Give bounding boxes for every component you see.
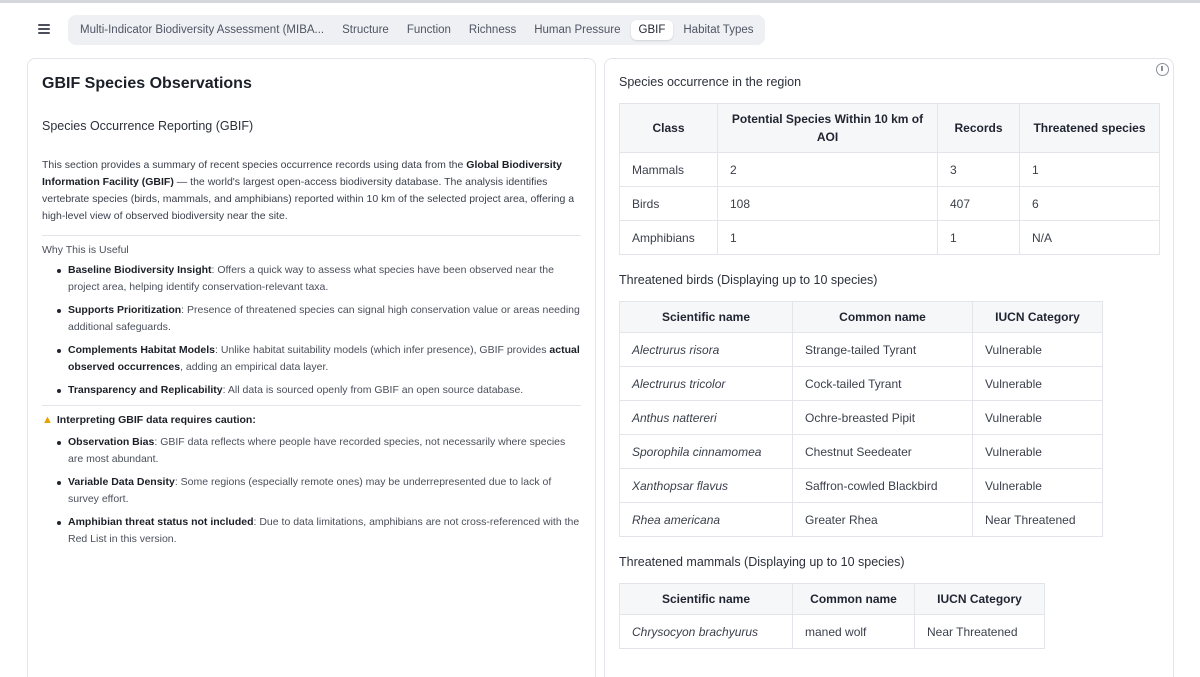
table-cell: Strange-tailed Tyrant xyxy=(793,333,973,367)
table-cell: Sporophila cinnamomea xyxy=(620,435,793,469)
table-cell: Xanthopsar flavus xyxy=(620,469,793,503)
top-border xyxy=(0,0,1200,3)
table-cell: Mammals xyxy=(620,153,718,187)
table-cell: 2 xyxy=(718,153,938,187)
table-cell: Near Threatened xyxy=(915,615,1045,649)
info-icon[interactable] xyxy=(1156,63,1169,76)
why-useful-label: Why This is Useful xyxy=(42,244,129,256)
warning-icon: ▲ xyxy=(42,414,53,426)
table-row xyxy=(620,469,1103,503)
intro-paragraph: This section provides a summary of recent species occurrence records using data from the Global Biodiversity Information Facility (GBIF) — the world's largest open-access biodiversity database. The analysis identifies vertebrate species (birds, mammals, and amphibians) reported within 10 km of the selected project area, offering a high-level view of observed biodiversity near the site. xyxy=(42,159,575,222)
table-cell: Vulnerable xyxy=(973,469,1103,503)
table-cell: maned wolf xyxy=(793,615,915,649)
useful-list xyxy=(42,262,581,399)
table-row xyxy=(620,153,1160,187)
table-cell: Anthus nattereri xyxy=(620,401,793,435)
table-cell: Near Threatened xyxy=(973,503,1103,537)
occurrence-heading: Species occurrence in the region xyxy=(619,75,802,89)
mammals-heading: Threatened mammals (Displaying up to 10 species) xyxy=(619,555,905,569)
column-header: Scientific name xyxy=(620,584,793,615)
table-cell: N/A xyxy=(1020,221,1160,255)
gbif-results-panel xyxy=(604,58,1174,677)
tab-function[interactable]: Function xyxy=(406,24,451,36)
table-cell: 1 xyxy=(1020,153,1160,187)
table-cell: Saffron-cowled Blackbird xyxy=(793,469,973,503)
table-cell: Alectrurus tricolor xyxy=(620,367,793,401)
table-cell: Vulnerable xyxy=(973,367,1103,401)
tab-human-pressure[interactable]: Human Pressure xyxy=(534,24,621,36)
list-item: Observation Bias: GBIF data reflects where people have recorded species, not necessarily where species are most abundant. xyxy=(54,434,581,468)
table-row xyxy=(620,333,1103,367)
tab-structure[interactable]: Structure xyxy=(342,24,389,36)
page-title: GBIF Species Observations xyxy=(42,75,252,92)
column-header: Common name xyxy=(793,584,915,615)
caution-list xyxy=(42,434,581,548)
table-row xyxy=(620,401,1103,435)
table-cell: 407 xyxy=(938,187,1020,221)
threatened-birds-table xyxy=(619,301,1103,537)
divider xyxy=(42,235,581,236)
gbif-info-panel xyxy=(27,58,596,677)
column-header: Scientific name xyxy=(620,302,793,333)
column-header: IUCN Category xyxy=(915,584,1045,615)
table-cell: 1 xyxy=(718,221,938,255)
table-cell: 6 xyxy=(1020,187,1160,221)
birds-heading: Threatened birds (Displaying up to 10 species) xyxy=(619,273,878,287)
divider xyxy=(42,405,581,406)
table-row xyxy=(620,435,1103,469)
table-cell: Greater Rhea xyxy=(793,503,973,537)
tab-habitat-types[interactable]: Habitat Types xyxy=(683,24,754,36)
tab-bar xyxy=(68,15,765,45)
column-header: Threatened species xyxy=(1020,104,1160,153)
table-cell: 1 xyxy=(938,221,1020,255)
table-cell: Alectrurus risora xyxy=(620,333,793,367)
column-header: Common name xyxy=(793,302,973,333)
hamburger-menu-icon[interactable] xyxy=(38,24,50,36)
table-row xyxy=(620,187,1160,221)
table-cell: Vulnerable xyxy=(973,435,1103,469)
table-row xyxy=(620,221,1160,255)
list-item: Complements Habitat Models: Unlike habitat suitability models (which infer presence), GBIF provides actual observed occurrences, adding an empirical data layer. xyxy=(54,342,581,376)
list-item: Amphibian threat status not included: Due to data limitations, amphibians are not cross-referenced with the Red List in this version. xyxy=(54,514,581,548)
table-cell: 3 xyxy=(938,153,1020,187)
table-row xyxy=(620,367,1103,401)
table-cell: Amphibians xyxy=(620,221,718,255)
list-item: Supports Prioritization: Presence of threatened species can signal high conservation value or areas needing additional safeguards. xyxy=(54,302,581,336)
tab-gbif[interactable]: GBIF xyxy=(631,20,674,40)
table-cell: Vulnerable xyxy=(973,333,1103,367)
column-header: Class xyxy=(620,104,718,153)
threatened-mammals-table xyxy=(619,583,1045,649)
column-header: Potential Species Within 10 km of AOI xyxy=(718,104,938,153)
table-cell: Cock-tailed Tyrant xyxy=(793,367,973,401)
table-cell: Vulnerable xyxy=(973,401,1103,435)
column-header: IUCN Category xyxy=(973,302,1103,333)
list-item: Variable Data Density: Some regions (especially remote ones) may be underrepresented due to lack of survey effort. xyxy=(54,474,581,508)
table-cell: 108 xyxy=(718,187,938,221)
occurrence-table xyxy=(619,103,1160,255)
table-row xyxy=(620,615,1045,649)
column-header: Records xyxy=(938,104,1020,153)
caution-heading: ▲ Interpreting GBIF data requires caution: xyxy=(42,414,256,426)
table-cell: Chrysocyon brachyurus xyxy=(620,615,793,649)
table-cell: Ochre-breasted Pipit xyxy=(793,401,973,435)
table-cell: Birds xyxy=(620,187,718,221)
table-cell: Chestnut Seedeater xyxy=(793,435,973,469)
tab-miba[interactable]: Multi-Indicator Biodiversity Assessment (MIBA... xyxy=(80,24,325,36)
list-item: Transparency and Replicability: All data is sourced openly from GBIF an open source database. xyxy=(54,382,581,399)
tab-richness[interactable]: Richness xyxy=(468,24,517,36)
table-cell: Rhea americana xyxy=(620,503,793,537)
table-row xyxy=(620,503,1103,537)
list-item: Baseline Biodiversity Insight: Offers a quick way to assess what species have been observed near the project area, helping identify conservation-relevant taxa. xyxy=(54,262,581,296)
section-subtitle: Species Occurrence Reporting (GBIF) xyxy=(42,119,254,133)
